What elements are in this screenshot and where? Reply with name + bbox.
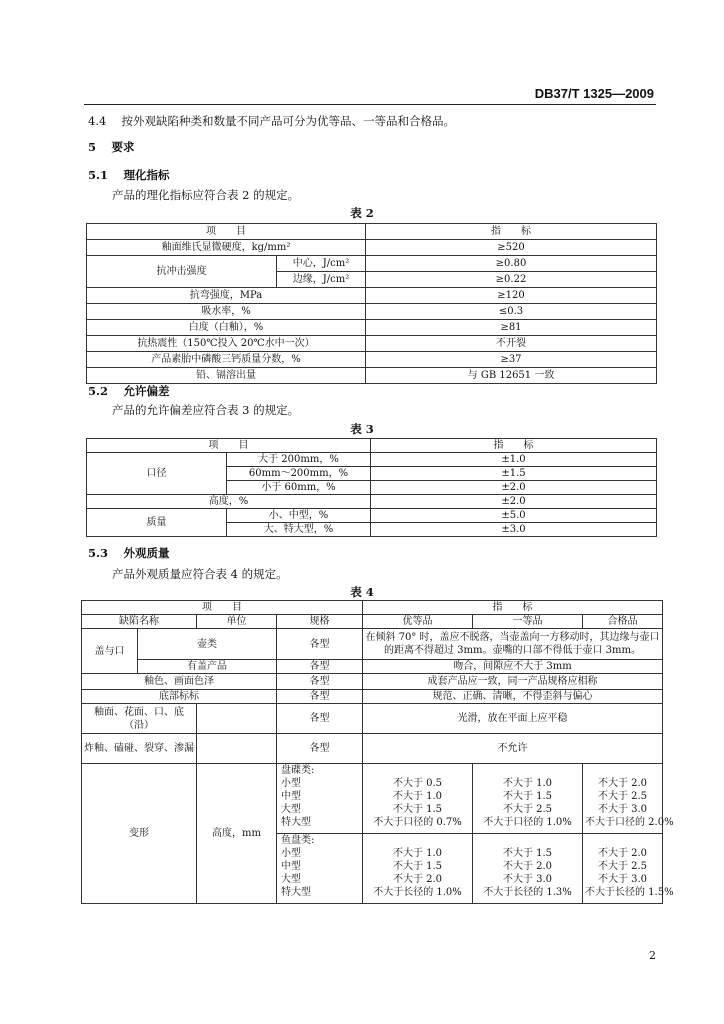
section-number: 5.2 [88,384,109,398]
limit-value: 不大于长径的 1.3% [483,887,572,898]
table2-row-value: ≥0.80 [366,256,657,272]
table4-head-grade-2: 一等品 [473,615,583,629]
limit-value: 不大于 2.0 [597,848,648,859]
table3-row-label: 质量 [87,509,227,537]
clause-4-4 [88,113,455,129]
table2-row-value: ≤0.3 [366,304,657,320]
plate-group-label: 盘碟类: [281,765,315,776]
section-title: 外观质量 [123,546,170,560]
size-label: 大型 [281,804,301,815]
limit-value: 不大于 1.5 [502,791,553,802]
table4-unit: 高度，mm [197,764,277,904]
table3-sub-label: 60mm～200mm，% [227,467,371,481]
doc-code: DB37/T 1325—2009 [534,86,654,101]
table4-head-unit: 单位 [197,615,277,629]
size-label: 中型 [281,861,301,872]
table4-spec: 各型 [277,660,363,674]
limit-value: 不大于口径的 2.0% [585,817,674,828]
table3-row-value: ±1.0 [371,453,657,467]
table3-row-value: ±2.0 [371,481,657,495]
section-number: 5.3 [88,546,109,560]
table2-sub-label: 中心，J/cm² [277,256,366,272]
limit-value: 不大于 1.0 [392,848,443,859]
table3-head-index: 指 标 [371,439,657,453]
section-number: 5 [88,140,97,154]
table3-sub-label: 小于 60mm，% [227,481,371,495]
table4-plate-grade-2 [473,764,583,834]
table3-head-item: 项 目 [87,439,371,453]
size-label: 特大型 [281,887,311,898]
table3-row-value: ±2.0 [371,495,657,509]
section-title: 允许偏差 [123,384,170,398]
section-5-3-text: 产品外观质量应符合表 4 的规定。 [112,567,288,581]
section-5-heading [88,139,135,155]
limit-value: 不大于 2.5 [597,791,648,802]
table4-fish-sizes [277,834,363,904]
table2-row-value: ≥37 [366,352,657,368]
limit-value: 不大于 2.5 [597,861,648,872]
section-title: 理化指标 [123,168,170,182]
clause-text: 按外观缺陷种类和数量不同产品可分为优等品、一等品和合格品。 [121,114,455,128]
table3-row-label: 口径 [87,453,227,495]
table2-row-label: 铅、镉溶出量 [87,368,366,384]
section-5-2-heading [88,383,170,399]
table2-row-value: ≥81 [366,320,657,336]
table4-plate-grade-3 [583,764,674,834]
table4-head-name: 缺陷名称 [82,615,197,629]
size-label: 小型 [281,778,301,789]
table4-plate-grade-1 [363,764,473,834]
table4-requirement: 在倾斜 70° 时，盖应不脱落，当壶盖向一方移动时，其边缘与壶口的距离不得超过 3mm。壶嘴的口部不得低于壶口 3mm。 [363,629,663,660]
table4-head-grade-3: 合格品 [583,615,663,629]
table3-caption: 表 3 [350,422,374,436]
limit-value: 不大于 1.5 [502,848,553,859]
table3-row-label: 高度，% [87,495,371,509]
fish-group-label: 鱼盘类: [281,835,315,846]
section-5-3-heading [88,545,170,561]
limit-value: 不大于 1.0 [392,791,443,802]
section-title: 要求 [111,140,135,154]
table2-head-index: 指 标 [366,224,657,240]
table4-head-item: 项 目 [82,601,363,615]
table4-sub-label: 壶类 [138,629,277,660]
table4-row-label: 釉面、花面、口、底（沿） [82,704,197,734]
table4-fish-grade-3 [583,834,674,904]
table4-spec: 各型 [277,690,363,704]
table2-row-value: 不开裂 [366,336,657,352]
section-5-2-text: 产品的允许偏差应符合表 3 的规定。 [112,403,300,417]
limit-value: 不大于 2.0 [502,861,553,872]
section-5-1-text: 产品的理化指标应符合表 2 的规定。 [112,188,300,202]
table4-head-index: 指 标 [363,601,663,615]
table4-requirement: 成套产品应一致，同一产品规格应相称 [363,674,663,690]
table4-row-label: 釉色、画面色泽 [82,674,277,690]
table2-row-value: ≥120 [366,288,657,304]
table4-head-grade-1: 优等品 [363,615,473,629]
table2-row-label: 产品素胎中磷酸三钙质量分数，% [87,352,366,368]
table2-row-value: ≥520 [366,240,657,256]
table3-sub-label: 大、特大型，% [227,523,371,537]
size-label: 大型 [281,874,301,885]
table2-row-label: 抗冲击强度 [87,256,277,288]
limit-value: 不大于长径的 1.5% [585,887,674,898]
table4-sub-label: 有盖产品 [138,660,277,674]
page-number: 2 [649,949,656,962]
limit-value: 不大于 0.5 [392,778,443,789]
table2-row-label: 白度（白釉），% [87,320,366,336]
table4-fish-grade-1 [363,834,473,904]
limit-value: 不大于 3.0 [502,874,553,885]
limit-value: 不大于 2.5 [502,804,553,815]
limit-value: 不大于 3.0 [597,874,648,885]
table4-row-label: 盖与口 [82,629,138,674]
table2-head-item: 项 目 [87,224,366,240]
limit-value: 不大于 1.0 [502,778,553,789]
table3-row-value: ±3.0 [371,523,657,537]
table2-row-value: ≥0.22 [366,272,657,288]
section-5-1-heading [88,167,170,183]
table2-sub-label: 边缘，J/cm² [277,272,366,288]
table4-plate-sizes [277,764,363,834]
limit-value: 不大于 1.5 [392,861,443,872]
limit-value: 不大于 2.0 [597,778,648,789]
table4-row-label: 炸釉、磕碰、裂穿、渗漏 [82,734,197,764]
size-label: 小型 [281,848,301,859]
table-4 [81,600,674,904]
limit-value: 不大于 3.0 [597,804,648,815]
table4-requirement: 规范、正确、清晰，不得歪斜与偏心 [363,690,663,704]
limit-value: 不大于口径的 0.7% [373,817,462,828]
table-3 [86,438,657,537]
limit-value: 不大于 1.5 [392,804,443,815]
size-label: 中型 [281,791,301,802]
table-2 [86,223,657,384]
table2-row-label: 釉面维氏显微硬度，kg/mm² [87,240,366,256]
table2-caption: 表 2 [350,206,374,220]
table4-spec: 各型 [277,674,363,690]
table4-requirement: 不允许 [363,734,663,764]
table4-caption: 表 4 [350,585,374,599]
table4-spec: 各型 [277,734,363,764]
limit-value: 不大于口径的 1.0% [483,817,572,828]
table2-row-label: 抗热震性（150℃投入 20℃水中一次） [87,336,366,352]
table3-sub-label: 大于 200mm，% [227,453,371,467]
section-number: 5.1 [88,168,109,182]
table4-requirement: 吻合，间隙应不大于 3mm [363,660,663,674]
clause-number: 4.4 [88,114,107,128]
table3-row-value: ±5.0 [371,509,657,523]
table4-row-label: 底部标标 [82,690,277,704]
table4-head-spec: 规格 [277,615,363,629]
limit-value: 不大于 2.0 [392,874,443,885]
header-rule [84,104,656,105]
table4-spec: 各型 [277,704,363,734]
size-label: 特大型 [281,817,311,828]
table4-spec: 各型 [277,629,363,660]
table2-row-label: 抗弯强度，MPa [87,288,366,304]
table3-row-value: ±1.5 [371,467,657,481]
limit-value: 不大于长径的 1.0% [373,887,462,898]
table3-sub-label: 小、中型，% [227,509,371,523]
table2-row-value: 与 GB 12651 一致 [366,368,657,384]
table4-requirement: 光滑，放在平面上应平稳 [363,704,663,734]
table4-row-label: 变形 [82,764,197,904]
table4-fish-grade-2 [473,834,583,904]
table2-row-label: 吸水率，% [87,304,366,320]
